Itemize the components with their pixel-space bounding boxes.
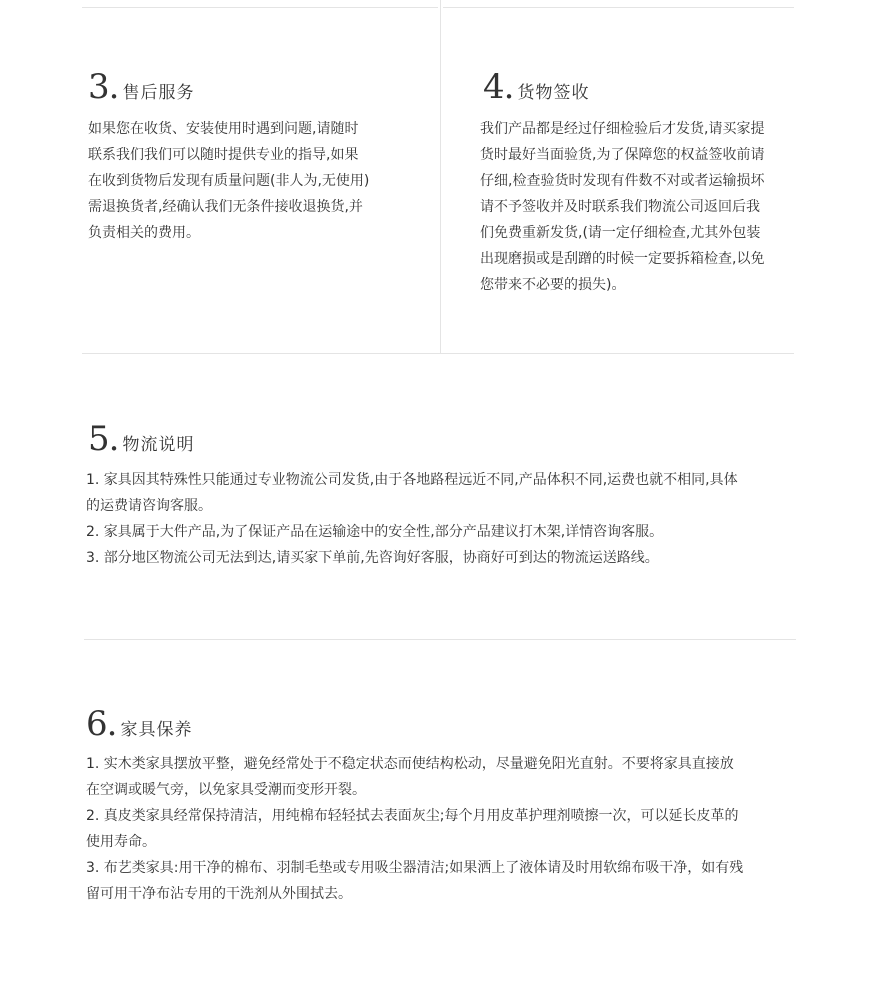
text-line: 需退换货者,经确认我们无条件接收退换货,并	[88, 199, 363, 215]
section-3-title: 售后服务	[122, 83, 195, 103]
section-5-heading	[88, 419, 195, 459]
text-line: 我们产品都是经过仔细检验后才发货,请买家提	[480, 121, 765, 137]
top-divider-left	[82, 7, 438, 8]
list-item: 的运费请咨询客服。	[86, 498, 212, 514]
text-line: 仔细,检查验货时发现有件数不对或者运输损坏	[480, 173, 765, 189]
section-3-number: 3.	[88, 67, 119, 107]
text-line: 出现磨损或是刮蹭的时候一定要拆箱检查,以免	[480, 251, 765, 267]
section-5-number: 5.	[88, 419, 119, 459]
list-item: 在空调或暖气旁，以免家具受潮而变形开裂。	[86, 782, 366, 798]
section-4-body	[480, 116, 810, 298]
section-4-number: 4.	[483, 67, 514, 107]
section-4-heading	[483, 67, 590, 107]
list-item: 2. 真皮类家具经常保持清洁，用纯棉布轻轻拭去表面灰尘;每个月用皮革护理剂喷擦一次，可以延长皮革的	[86, 808, 739, 824]
list-item: 留可用干净布沾专用的干洗剂从外围拭去。	[86, 886, 352, 902]
section-6-list	[86, 751, 806, 907]
section-6-title: 家具保养	[120, 720, 193, 740]
section-4-title: 货物签收	[517, 83, 590, 103]
text-line: 联系我们我们可以随时提供专业的指导,如果	[88, 147, 359, 163]
list-item: 1. 实木类家具摆放平整，避免经常处于不稳定状态而使结构松动，尽量避免阳光直射。不要将家具直接放	[86, 756, 734, 772]
section-5-title: 物流说明	[122, 435, 195, 455]
text-line: 您带来不必要的损失)。	[480, 277, 626, 293]
list-item: 2. 家具属于大件产品,为了保证产品在运输途中的安全性,部分产品建议打木架,详情咨询客服。	[86, 524, 664, 540]
text-line: 货时最好当面验货,为了保障您的权益签收前请	[480, 147, 765, 163]
section-5-list	[86, 467, 806, 571]
top-divider-right	[443, 7, 794, 8]
text-line: 在收到货物后发现有质量问题(非人为,无使用)	[88, 173, 370, 189]
list-item: 3. 布艺类家具:用干净的棉布、羽制毛垫或专用吸尘器清洁;如果洒上了液体请及时用软绵布吸干净，如有残	[86, 860, 744, 876]
text-line: 负责相关的费用。	[88, 225, 200, 241]
text-line: 如果您在收货、安装使用时遇到问题,请随时	[88, 121, 359, 137]
column-divider	[440, 0, 441, 353]
list-item: 3. 部分地区物流公司无法到达,请买家下单前,先咨询好客服，协商好可到达的物流运送路线。	[86, 550, 659, 566]
list-item: 使用寿命。	[86, 834, 156, 850]
text-line: 们免费重新发货,(请一定仔细检查,尤其外包装	[480, 225, 761, 241]
section-3-heading	[88, 67, 195, 107]
text-line: 请不予签收并及时联系我们物流公司返回后我	[480, 199, 760, 215]
row-divider-1	[82, 353, 794, 354]
list-item: 1. 家具因其特殊性只能通过专业物流公司发货,由于各地路程远近不同,产品体积不同,运费也就不相同,具体	[86, 472, 738, 488]
section-3-body	[88, 116, 428, 246]
row-divider-2	[84, 639, 796, 640]
section-6-number: 6.	[86, 704, 117, 744]
section-6-heading	[86, 704, 193, 744]
